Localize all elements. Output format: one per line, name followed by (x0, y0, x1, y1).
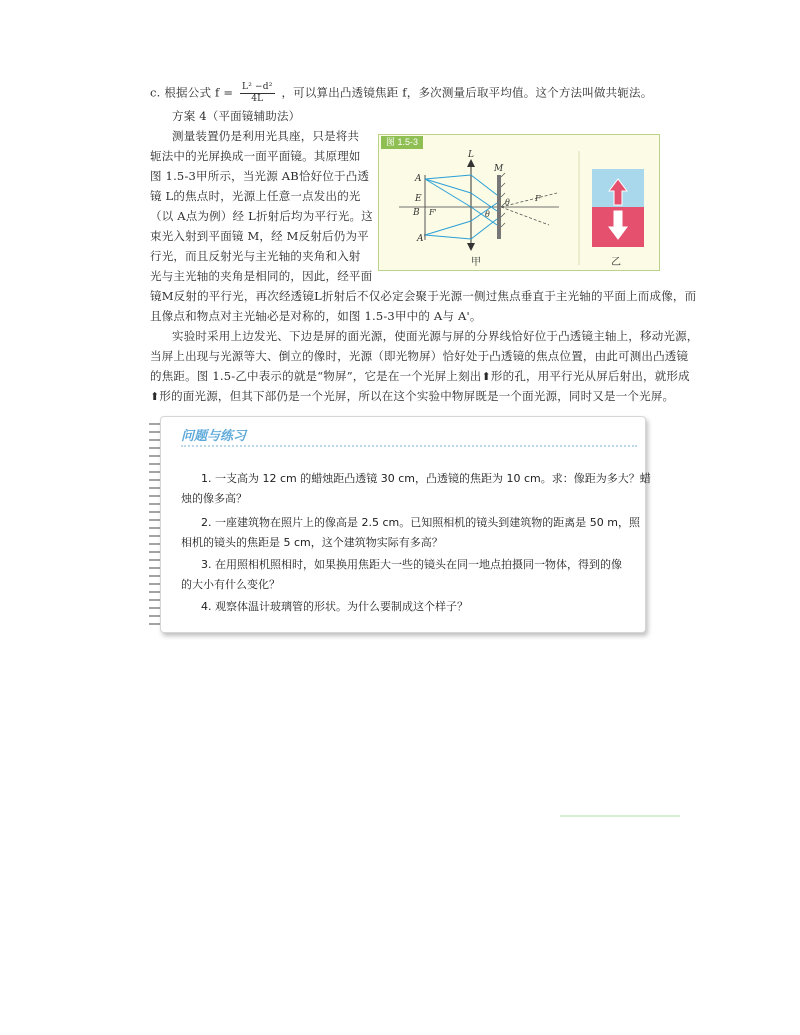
label-F2: F' (429, 208, 437, 217)
scheme4-title: 方案 4（平面镜辅助法） (172, 109, 301, 123)
figure-title: 图 1.5-3 (381, 136, 423, 149)
label-theta2: θ (485, 210, 490, 219)
caption-yi: 乙 (611, 257, 621, 268)
left-line-7: 行光，而且反射光与主光轴的夹角和入射 (150, 249, 361, 263)
full-line-2: 且像点和物点对主光轴必是对称的，如图 1.5-3甲中的 A与 A'。 (150, 309, 482, 323)
formula-denominator: 4L (251, 94, 264, 104)
formula-fraction (240, 82, 275, 105)
label-A: A (415, 174, 422, 184)
mirror (497, 175, 501, 239)
para2-line-4 (150, 386, 674, 407)
para2-line-3 (150, 366, 690, 387)
left-line-3: 图 1.5-3甲所示，当光源 AB恰好位于凸透 (150, 169, 370, 183)
label-B: B (413, 208, 420, 218)
left-line-1: 测量装置仍是利用光具座，只是将共 (172, 129, 360, 143)
scan-artifact-line (560, 815, 680, 817)
up-arrow-symbol-icon: ⬆ (481, 370, 491, 383)
formula-lead: c. 根据公式 f = (150, 85, 234, 100)
formula-numerator: L² −d² (242, 82, 273, 92)
figure-1-5-3 (378, 134, 660, 271)
label-theta: θ (505, 198, 510, 207)
label-E: E (415, 194, 422, 204)
para2-line-3a: 的焦距。图 1.5-乙中表示的就是“物屏”，它是在一个光屏上刻出 (150, 369, 482, 383)
exercise-line-7: 4. 观察体温计玻璃管的形状。为什么要制成这个样子？ (201, 600, 468, 613)
lens-bottom-arrow (467, 243, 475, 251)
left-line-4: 镜 L的焦点时，光源上任意一点发出的光 (150, 189, 361, 203)
label-F: F (535, 194, 541, 203)
formula-line (150, 82, 652, 105)
label-A2: A' (417, 234, 426, 244)
left-line-6: 束光入射到平面镜 M，经 M反射后仍为平 (150, 229, 369, 243)
para2-line-2: 当屏上出现与光源等大、倒立的像时，光源（即光物屏）恰好处于凸透镜的焦点位置，由此可测出凸透镜 (150, 349, 689, 363)
lens-top-arrow (467, 159, 475, 167)
exercise-line-1: 1. 一支高为 12 cm 的蜡烛距凸透镜 30 cm，凸透镜的焦距为 10 cm。求：像距为多大？蜡 (201, 472, 651, 485)
left-line-5: （以 A点为例）经 L折射后均为平行光。这 (150, 209, 373, 223)
exercise-divider (181, 445, 637, 447)
exercise-title: 问题与练习 (181, 429, 247, 444)
up-arrow-symbol-icon-2: ⬆ (150, 390, 160, 403)
exercise-line-4: 相机的镜头的焦距是 5 cm，这个建筑物实际有多高？ (181, 536, 443, 549)
left-line-2: 轭法中的光屏换成一面平面镜。其原理如 (150, 149, 361, 163)
full-line-1: 镜M反射的平行光，再次经透镜L折射后不仅必定会聚于光源一侧过焦点垂直于主光轴的平面上而成像，而 (150, 289, 697, 303)
exercise-line-3: 2. 一座建筑物在照片上的像高是 2.5 cm。已知照相机的镜头到建筑物的距离是 50 m，照 (201, 516, 640, 529)
optics-diagram (379, 135, 658, 269)
label-L: L (468, 150, 474, 160)
caption-jia: 甲 (471, 257, 481, 268)
label-M: M (494, 164, 504, 174)
para2-line-1: 实验时采用上边发光、下边是屏的面光源，使面光源与屏的分界线恰好位于凸透镜主轴上，移动光源， (172, 329, 699, 343)
exercise-line-2: 烛的像多高？ (181, 492, 247, 505)
formula-tail: ，可以算出凸透镜焦距 f，多次测量后取平均值。这个方法叫做共轭法。 (281, 85, 653, 100)
para2-line-3b: 形的孔，用平行光从屏后射出，就形成 (490, 369, 690, 383)
exercise-line-6: 的大小有什么变化？ (181, 578, 280, 591)
left-line-8: 光与主光轴的夹角是相同的，因此，经平面 (150, 269, 373, 283)
exercise-line-5: 3. 在用照相机照相时，如果换用焦距大一些的镜头在同一地点拍摄同一物体，得到的像 (201, 558, 622, 571)
para2-line-4a: 形的面光源，但其下部仍是一个光屏，所以在这个实验中物屏既是一个面光源，同时又是一个光屏。 (159, 389, 675, 403)
exercise-box (160, 416, 651, 633)
